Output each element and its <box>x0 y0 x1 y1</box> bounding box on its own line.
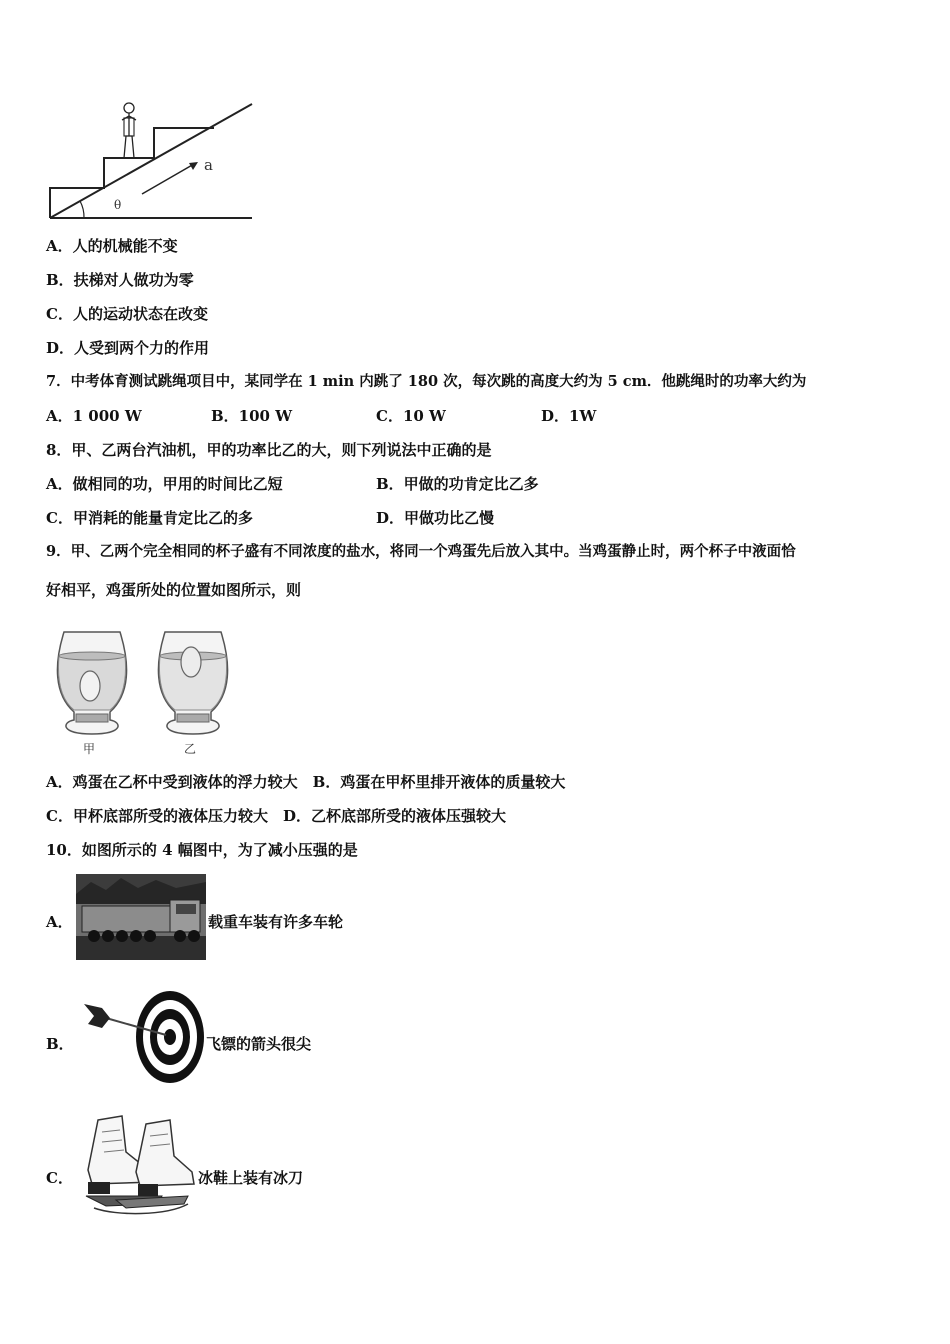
dart-target-icon <box>80 990 204 1084</box>
q9-options-line2: C．甲杯底部所受的液体压力较大 D．乙杯底部所受的液体压强较大 <box>46 807 506 825</box>
q9-stem-line1: 9．甲、乙两个完全相同的杯子盛有不同浓度的盐水，将同一个鸡蛋先后放入其中。当鸡蛋静止时，两个杯子中液面恰 <box>46 543 796 560</box>
q10-option-a-text: 载重车装有许多车轮 <box>208 913 344 931</box>
ice-skate-icon <box>76 1112 196 1220</box>
cup-jia-figure <box>52 624 132 739</box>
escalator-figure <box>46 96 256 226</box>
q8-stem: 8．甲、乙两台汽油机，甲的功率比乙的大，则下列说法中正确的是 <box>46 441 492 459</box>
truck-icon <box>76 874 206 960</box>
angle-theta-label: θ <box>114 198 122 212</box>
q10-option-b-text: 飞镖的箭头很尖 <box>206 1035 312 1053</box>
q10-stem: 10．如图所示的 4 幅图中，为了减小压强的是 <box>46 841 358 859</box>
q6-option-c: C．人的运动状态在改变 <box>46 305 208 323</box>
cup-yi-figure <box>153 624 233 739</box>
q10-option-a-letter: A． <box>46 913 73 931</box>
q8-option-b: B．甲做的功肯定比乙多 <box>376 475 539 493</box>
acceleration-label: a <box>204 156 213 174</box>
q6-option-b: B．扶梯对人做功为零 <box>46 271 194 289</box>
q8-option-a: A．做相同的功，甲用的时间比乙短 <box>46 475 283 493</box>
q10-option-b-letter: B． <box>46 1035 74 1053</box>
q7-option-b: B．100 W <box>211 407 293 425</box>
q7-stem: 7．中考体育测试跳绳项目中，某同学在 1 min 内跳了 180 次，每次跳的高度大约为 5 cm．他跳绳时的功率大约为 <box>46 373 807 390</box>
q6-option-d: D．人受到两个力的作用 <box>46 339 210 357</box>
cup-yi-label: 乙 <box>184 742 197 756</box>
q9-stem-line2: 好相平，鸡蛋所处的位置如图所示，则 <box>46 581 302 599</box>
q6-option-a: A．人的机械能不变 <box>46 237 178 255</box>
cup-jia-label: 甲 <box>83 742 96 756</box>
q8-option-c: C．甲消耗的能量肯定比乙的多 <box>46 509 253 527</box>
q7-option-a: A．1 000 W <box>46 407 142 425</box>
q8-option-d: D．甲做功比乙慢 <box>376 509 495 527</box>
q7-option-c: C．10 W <box>376 407 446 425</box>
q9-options-line1: A．鸡蛋在乙杯中受到液体的浮力较大 B．鸡蛋在甲杯里排开液体的质量较大 <box>46 773 566 791</box>
q10-option-c-text: 冰鞋上装有冰刀 <box>198 1169 304 1187</box>
q10-option-c-letter: C． <box>46 1169 73 1187</box>
q7-option-d: D．1W <box>541 407 597 425</box>
